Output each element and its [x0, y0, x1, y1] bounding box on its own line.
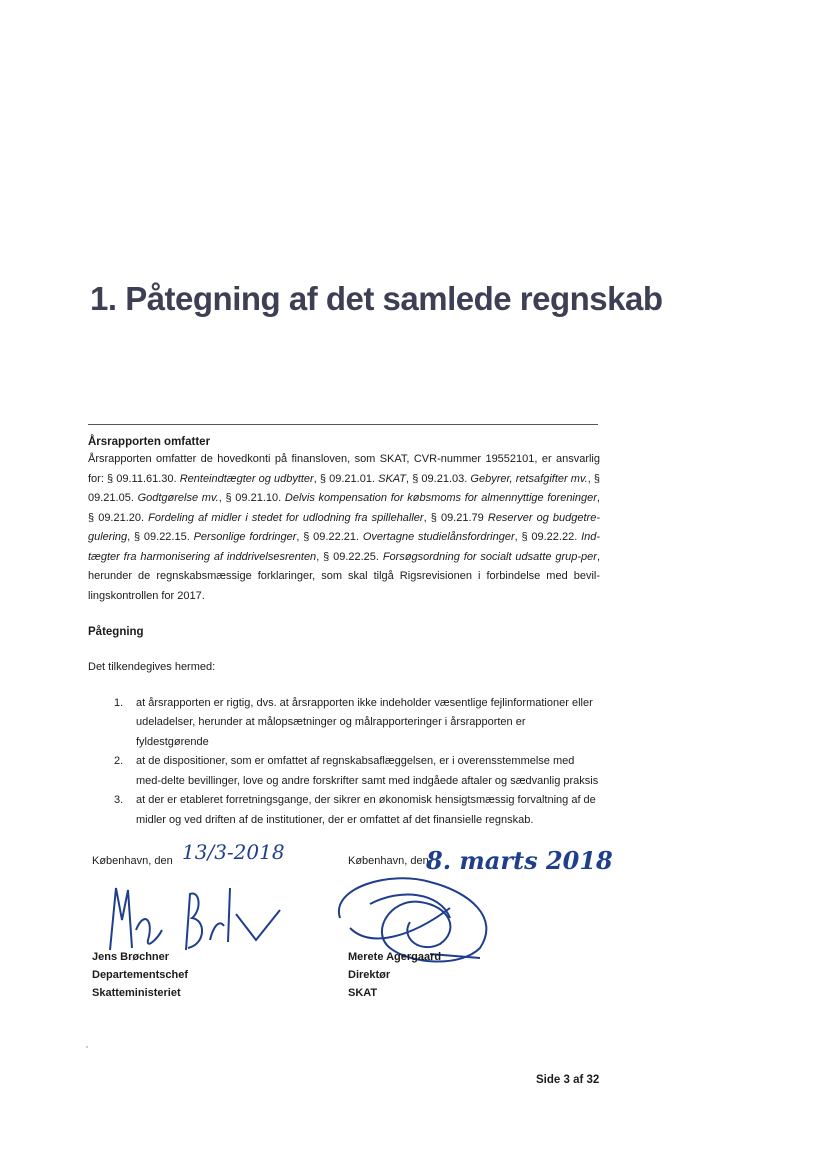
endorsement-point: [88, 694, 600, 753]
left-handwritten-date: 13/3-2018: [182, 840, 285, 864]
account-description: SKAT: [378, 472, 407, 485]
endorsement-intro: Det tilkendegives hermed:: [88, 661, 216, 673]
content-body: [88, 434, 600, 830]
point-number: 3.: [114, 794, 124, 806]
right-signatory-name: Merete Agergaard: [348, 951, 442, 963]
right-place-label: København, den: [348, 855, 429, 867]
right-signatory-org: SKAT: [348, 987, 378, 999]
scope-closing: herunder de regnskabsmæssige forklaringer, som skal tilgå Rigsrevisionen i forbindelse med bevil-lingskontrollen for 2017.: [88, 570, 600, 602]
account-description: Godtgørelse mv.: [137, 492, 219, 504]
account-ref: § 09.21.03.: [412, 472, 468, 485]
point-text: at de dispositioner, som er omfattet af regnskabsaflæggelsen, er i overensstemmelse med med-delte bevillinger, love og andre forskrifter samt med indgåede aftaler og sædvanlig praksis: [136, 755, 599, 787]
point-text: at der er etableret forretningsgange, der sikrer en økonomisk hensigtsmæssig forvaltning af de midler og ved driften af de institutioner, der er omfattet af det finansielle regnskab.: [136, 794, 596, 826]
scan-speck: [86, 1046, 88, 1048]
account-ref: § 09.11.61.30.: [107, 472, 177, 485]
left-signatory: [92, 948, 188, 1002]
account-ref: § 09.21.20.: [88, 511, 145, 524]
account-description: Gebyrer, retsafgifter mv.: [470, 472, 588, 485]
account-ref: § 09.22.22.: [521, 531, 578, 543]
right-signatory: [348, 948, 441, 1002]
account-description: Reserver og budgetre-gulering: [88, 511, 600, 543]
account-ref: § 09.21.01.: [319, 472, 375, 485]
point-text: at årsrapporten er rigtig, dvs. at årsrapporten ikke indeholder væsentlige fejlinformationer eller udeladelser, herunder at målopsætninger og målrapporteringer i årsrapporten er fyldestgørende: [136, 696, 593, 748]
scope-title: Årsrapporten omfatter: [88, 436, 211, 448]
account-description: Fordeling af midler i stedet for udlodning fra spillehaller: [148, 511, 424, 524]
endorsement-title: Påtegning: [88, 626, 144, 638]
scope-account-list: § 09.11.61.30. Renteindtægter og udbytter, § 09.21.01. SKAT, § 09.21.03. Gebyrer, retsafgifter mv., § 09.21.05. Godtgørelse mv., § 09.21.10. Delvis kompensation for købsmoms for almennyttige foreninger, § 09.21.20. Fordeling af midler i stedet for udlodning fra spillehaller, § 09.21.79 Reserver og budgetre-gulering, § 09.22.15. Personlige fordringer, § 09.22.21. Overtagne studielånsfordringer, § 09.22.22. Ind-tægter fra harmonisering af inddrivelsesrenten, § 09.22.25. Forsøgsordning for socialt udsatte grup-per,: [88, 472, 601, 563]
account-ref: § 09.22.25.: [323, 550, 379, 563]
endorsement-point: [88, 791, 600, 830]
account-ref: § 09.21.10.: [225, 492, 282, 504]
section-divider: [88, 424, 598, 425]
account-ref: § 09.21.05.: [88, 472, 600, 504]
endorsement-points: [88, 694, 600, 831]
account-description: Delvis kompensation for købsmoms for almennyttige foreninger: [284, 492, 597, 504]
account-description: Personlige fordringer: [193, 531, 297, 543]
account-description: Forsøgsordning for socialt udsatte grup-per: [382, 550, 597, 563]
point-number: 1.: [114, 696, 124, 709]
page-heading: 1. Påtegning af det samlede regnskab: [90, 280, 663, 317]
left-signatory-name: Jens Brøchner: [92, 951, 170, 963]
scope-paragraph: [88, 450, 600, 606]
left-signatory-title: Departementschef: [92, 969, 188, 981]
endorsement-point: [88, 752, 600, 791]
right-handwritten-date: 8. marts 2018: [426, 846, 613, 875]
account-ref: § 09.22.15.: [134, 531, 190, 543]
account-ref: § 09.21.79: [430, 511, 484, 524]
account-description: Ind-tægter fra harmonisering af inddrivelsesrenten: [88, 531, 601, 563]
point-number: 2.: [114, 755, 124, 767]
account-ref: § 09.22.21.: [303, 531, 360, 543]
account-description: Overtagne studielånsfordringer: [362, 531, 515, 543]
left-place-label: København, den: [92, 855, 173, 867]
page-number: Side 3 af 32: [536, 1074, 600, 1086]
scope-intro: Årsrapporten omfatter de hovedkonti på finansloven, som SKAT, CVR-nummer 19552101, er ansvarlig for:: [88, 453, 600, 485]
account-description: Renteindtægter og udbytter: [179, 472, 314, 485]
left-signatory-org: Skatteministeriet: [92, 987, 181, 999]
right-signatory-title: Direktør: [348, 969, 391, 981]
